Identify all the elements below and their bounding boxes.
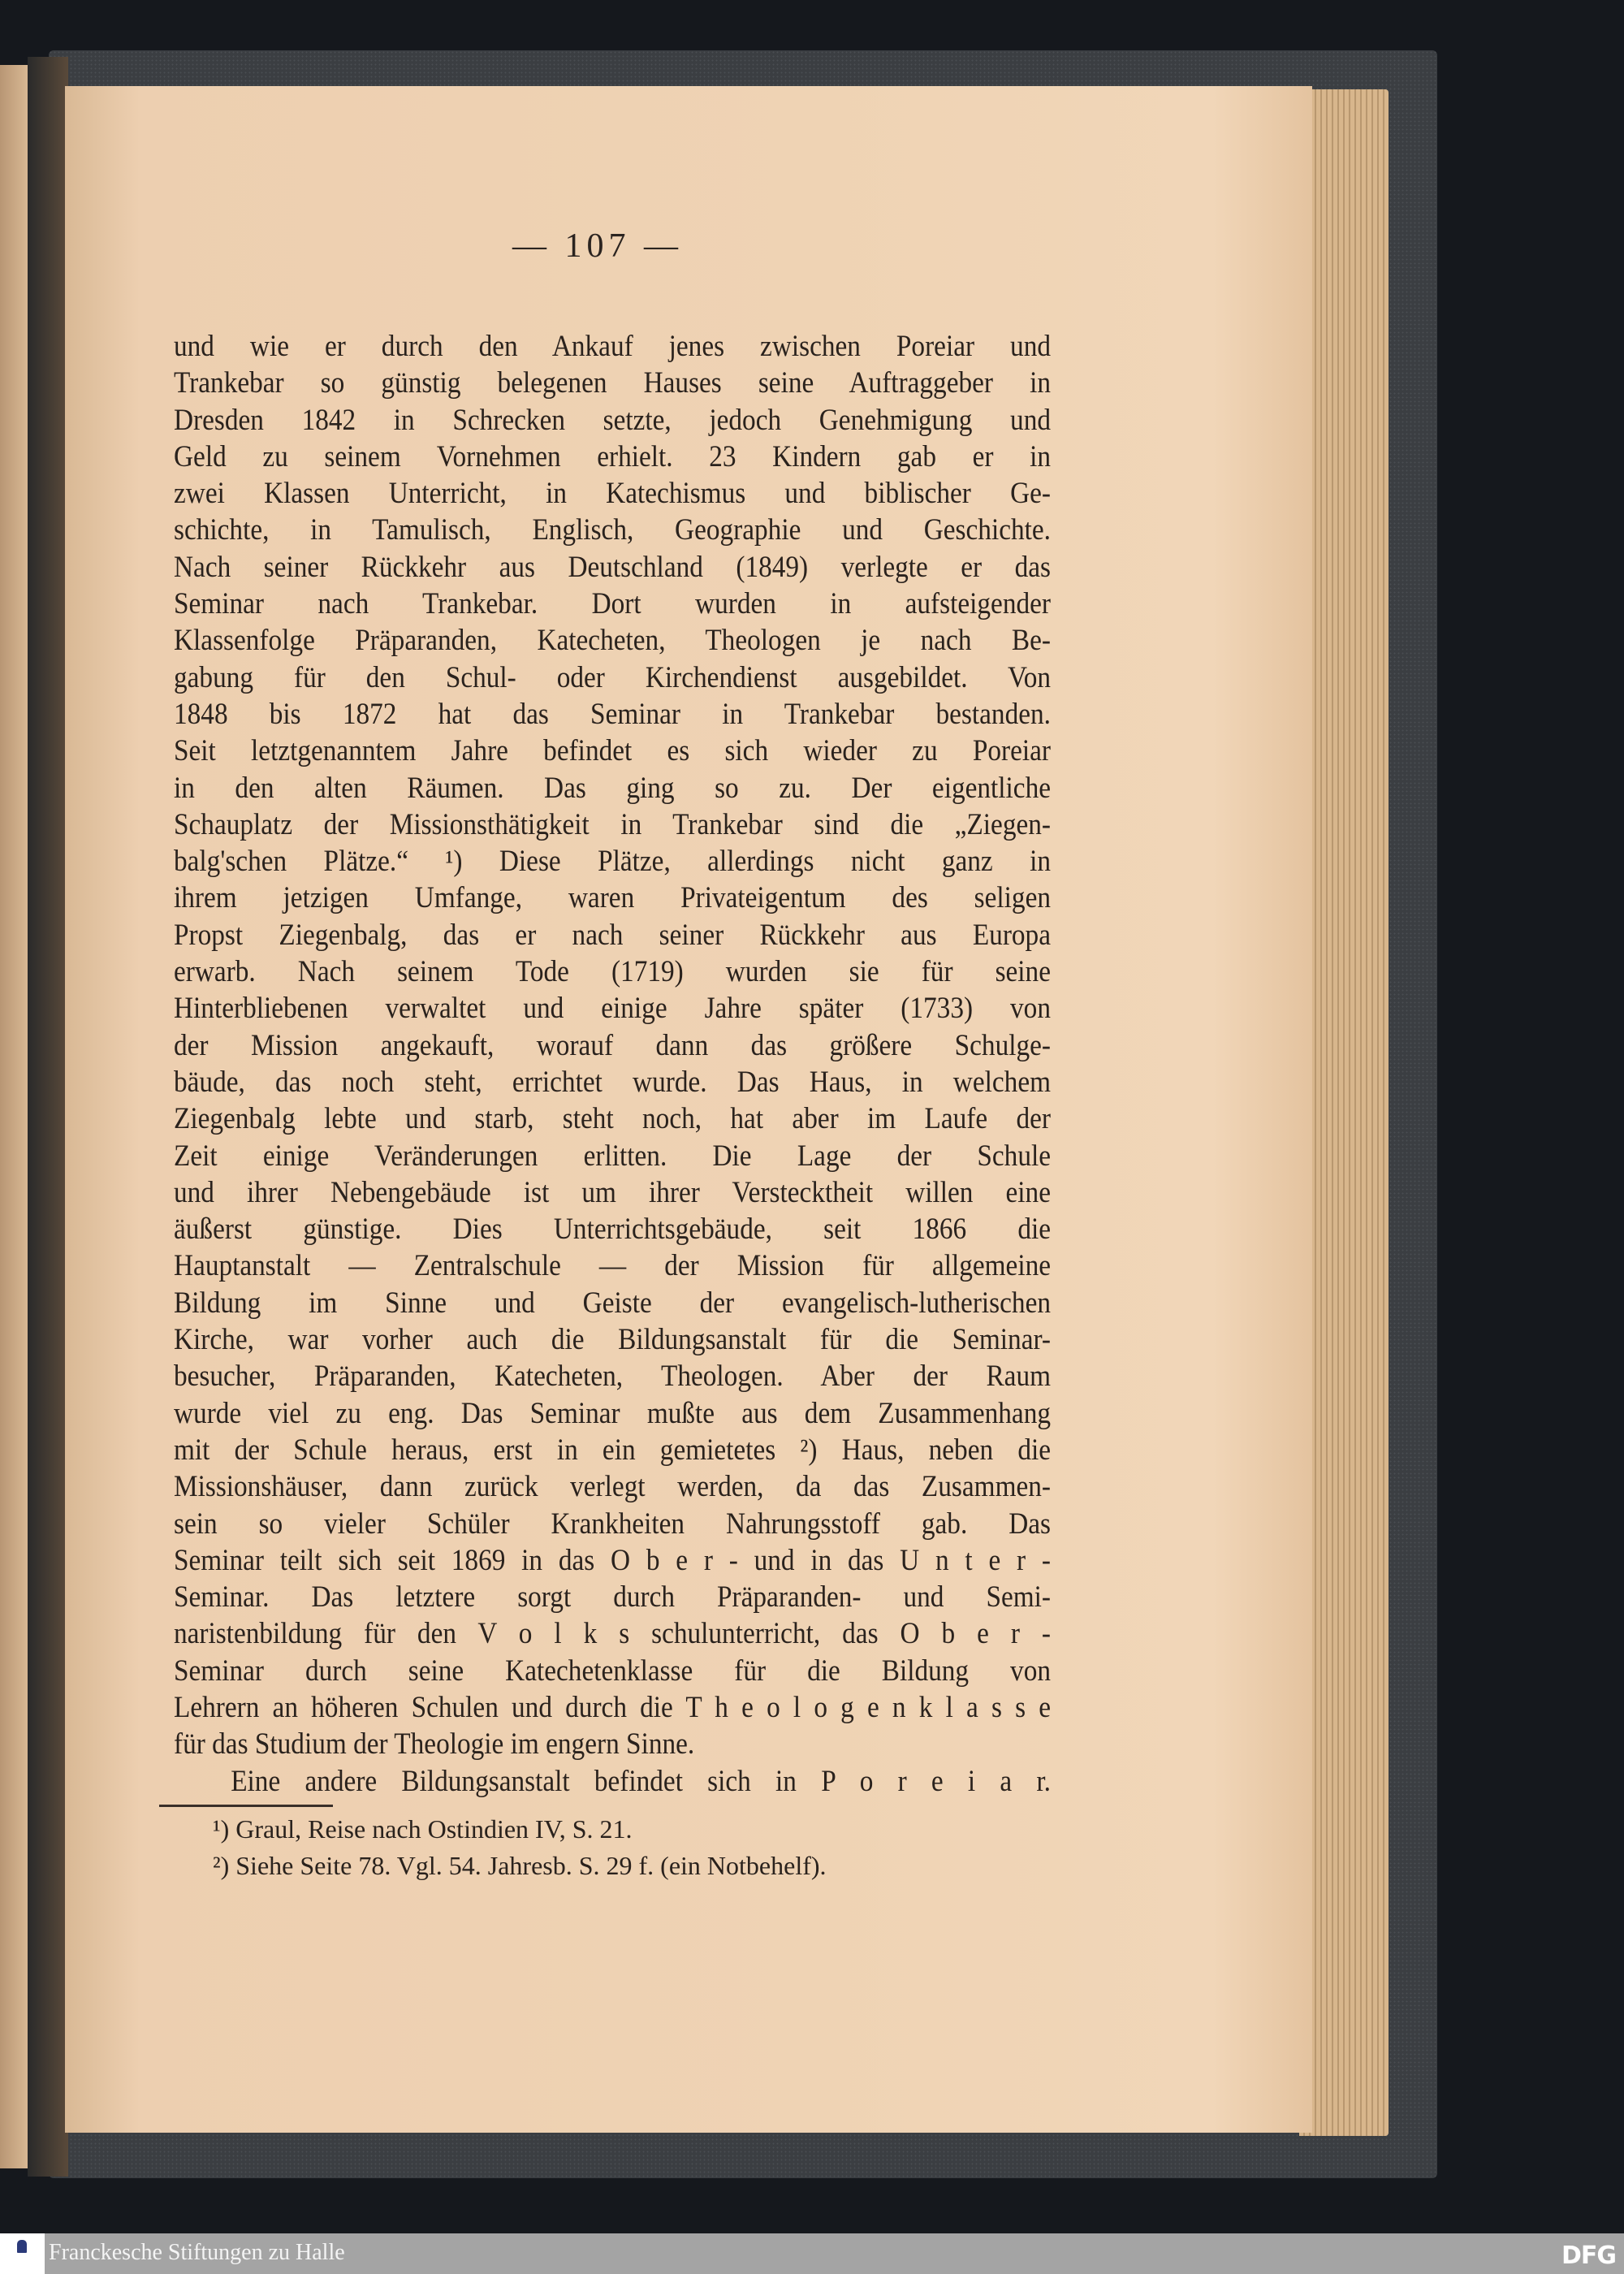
text-line: Hauptanstalt — Zentralschule — der Mission für allgemeine	[174, 1249, 1051, 1283]
institution-name: Franckesche Stiftungen zu Halle	[49, 2240, 345, 2265]
text-line: wurde viel zu eng. Das Seminar mußte aus dem Zusammenhang	[174, 1396, 1051, 1430]
dfg-logo: DFG	[1561, 2242, 1616, 2270]
page-edges	[1299, 89, 1389, 2136]
text-line: Trankebar so günstig belegenen Hauses seine Auftraggeber in	[174, 366, 1051, 400]
text-line: Geld zu seinem Vornehmen erhielt. 23 Kindern gab er in	[174, 439, 1051, 473]
text-line: gabung für den Schul- oder Kirchendienst ausgebildet. Von	[174, 660, 1051, 694]
text-line: für das Studium der Theologie im engern Sinne.	[174, 1727, 695, 1762]
text-line: Zeit einige Veränderungen erlitten. Die Lage der Schule	[174, 1139, 1051, 1173]
text-line: Ziegenbalg lebte und starb, steht noch, hat aber im Laufe der	[174, 1102, 1051, 1136]
text-line: schichte, in Tamulisch, Englisch, Geographie und Geschichte.	[174, 513, 1051, 547]
text-line: Kirche, war vorher auch die Bildungsanstalt für die Seminar-	[174, 1323, 1051, 1357]
text-line: Seit letztgenanntem Jahre befindet es sich wieder zu Poreiar	[174, 734, 1051, 768]
text-line: Dresden 1842 in Schrecken setzte, jedoch Genehmigung und	[174, 403, 1051, 437]
text-line: erwarb. Nach seinem Tode (1719) wurden sie für seine	[174, 955, 1051, 989]
text-line: Seminar. Das letztere sorgt durch Präparanden- und Semi-	[174, 1580, 1051, 1615]
text-line: ihrem jetzigen Umfange, waren Privateigentum des seligen	[174, 881, 1051, 915]
text-line: und wie er durch den Ankauf jenes zwischen Poreiar und	[174, 330, 1051, 363]
footnote-rule	[159, 1805, 333, 1807]
logo-figure-icon	[17, 2240, 27, 2253]
text-line: zwei Klassen Unterricht, in Katechismus und biblischer Ge-	[174, 477, 1051, 511]
body-text	[174, 328, 1051, 1800]
text-line: Seminar durch seine Katechetenklasse für die Bildung von	[174, 1654, 1051, 1688]
viewer-footer-bar	[0, 2233, 1624, 2274]
footnote: ²) Siehe Seite 78. Vgl. 54. Jahresb. S. 29 f. (ein Notbehelf).	[213, 1851, 827, 1880]
text-line: Seminar teilt sich seit 1869 in das O b e r - und in das U n t e r -	[174, 1543, 1051, 1577]
text-line: Seminar nach Trankebar. Dort wurden in aufsteigender	[174, 587, 1051, 621]
text-line: mit der Schule heraus, erst in ein gemietetes ²) Haus, neben die	[174, 1433, 1051, 1467]
facing-page-edge	[0, 65, 28, 2168]
text-line: der Mission angekauft, worauf dann das größere Schulge-	[174, 1028, 1051, 1062]
text-line: sein so vieler Schüler Krankheiten Nahrungsstoff gab. Das	[174, 1507, 1051, 1541]
text-line: Missionshäuser, dann zurück verlegt werden, da das Zusammen-	[174, 1470, 1051, 1504]
book-gutter	[28, 57, 68, 2177]
francke-logo	[0, 2233, 45, 2274]
text-line: in den alten Räumen. Das ging so zu. Der eigentliche	[174, 771, 1051, 805]
text-line: Schauplatz der Missionsthätigkeit in Trankebar sind die „Ziegen-	[174, 807, 1051, 841]
text-line: Eine andere Bildungsanstalt befindet sich in P o r e i a r.	[231, 1764, 1051, 1798]
text-line: 1848 bis 1872 hat das Seminar in Trankebar bestanden.	[174, 697, 1051, 731]
text-line: Bildung im Sinne und Geiste der evangelisch-lutherischen	[174, 1286, 1051, 1320]
footnote: ¹) Graul, Reise nach Ostindien IV, S. 21.	[213, 1814, 633, 1844]
text-line: Hinterbliebenen verwaltet und einige Jahre später (1733) von	[174, 992, 1051, 1026]
text-line: Propst Ziegenbalg, das er nach seiner Rückkehr aus Europa	[174, 918, 1051, 952]
text-line: Nach seiner Rückkehr aus Deutschland (1849) verlegte er das	[174, 550, 1051, 584]
text-line: naristenbildung für den V o l k s schulunterricht, das O b e r -	[174, 1617, 1051, 1651]
text-line: äußerst günstige. Dies Unterrichtsgebäude, seit 1866 die	[174, 1213, 1051, 1247]
footnotes	[213, 1811, 827, 1884]
text-line: besucher, Präparanden, Katecheten, Theologen. Aber der Raum	[174, 1360, 1051, 1394]
text-line: bäude, das noch steht, errichtet wurde. Das Haus, in welchem	[174, 1065, 1051, 1099]
text-line: und ihrer Nebengebäude ist um ihrer Verstecktheit willen eine	[174, 1175, 1051, 1209]
text-line: Lehrern an höheren Schulen und durch die T h e o l o g e n k l a s s e	[174, 1690, 1051, 1724]
page-number: — 107 —	[512, 227, 683, 265]
text-line: balg'schen Plätze.“ ¹) Diese Plätze, allerdings nicht ganz in	[174, 845, 1051, 879]
text-line: Klassenfolge Präparanden, Katecheten, Theologen je nach Be-	[174, 624, 1051, 658]
